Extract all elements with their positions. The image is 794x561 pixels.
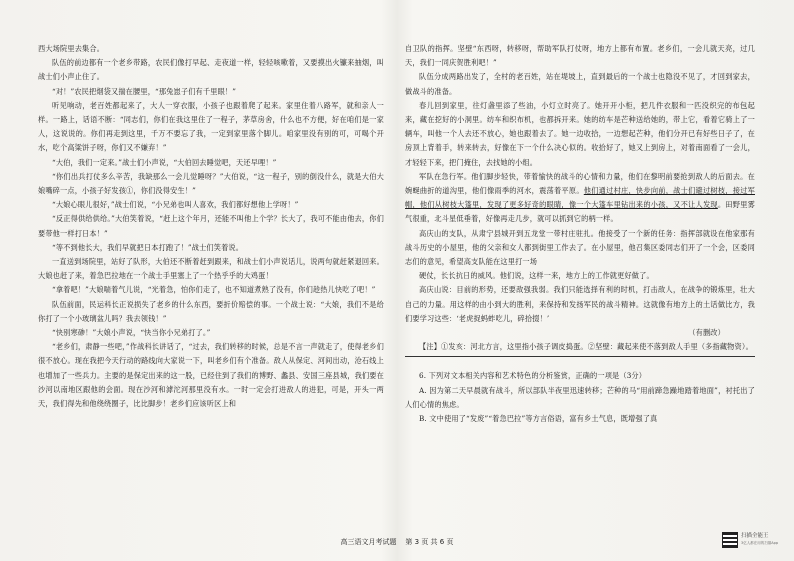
paragraph-text: “拿着吧！”大娘喘着气儿说，“光着急，怕你们走了，也不知道煮熟了没有，你们趁热儿快吃了吧！” bbox=[52, 285, 376, 295]
paragraph bbox=[38, 283, 384, 297]
paragraph bbox=[405, 70, 755, 98]
paragraph-text: 队伍前面，民运科长正说损失了老乡的什么东西，要折价赔偿的事。一个战士说：“大娘，我们不是给你打了一个小玻璃盆儿吗？我去领钱！” bbox=[38, 299, 384, 323]
paragraph bbox=[38, 56, 384, 84]
footnote-box bbox=[405, 340, 755, 357]
scanner-sublabel: 3亿人都在用的扫描App bbox=[741, 541, 779, 545]
paragraph bbox=[38, 298, 384, 326]
footnote-text: 【注】①发亥：河北方言，这里指小孩子调皮捣蛋。②坚壁：藏起来使不落到敌人手里（多指藏物资）。 bbox=[419, 342, 753, 352]
paragraph bbox=[38, 99, 384, 156]
paragraph bbox=[38, 340, 384, 411]
paragraph-text: “反正得供给供给。”大伯笑着说，“赶上这个年月，还能不叫他上个学？长大了，我可不能由他去，你们要带他一样打日本！” bbox=[38, 214, 384, 238]
paragraph-text: 西大场院里去集合。 bbox=[38, 44, 105, 53]
right-column bbox=[405, 42, 755, 426]
paragraph bbox=[38, 198, 384, 212]
paragraph-text: 军队在急行军。他们脚步轻快，带着愉快的战斗的心情和力量，他们在黎明前要抢到敌人的后面去。在婉蜒曲折的道沟里，他们像雨季的河水，震荡着平原。 bbox=[405, 171, 755, 196]
paragraph-text: 队伍的前边都有一个老乡带路，农民们像打早起、走夜道一样，轻轻咳嗽着，又要摸出火镰来抽烟，叫战士们小声止住了。 bbox=[38, 58, 384, 82]
paragraph bbox=[38, 212, 384, 240]
paragraph bbox=[405, 170, 755, 227]
paragraph-text: “等不到他长大，我们早就把日本打跑了！”战士们笑着说。 bbox=[52, 242, 244, 252]
paragraph bbox=[405, 269, 755, 283]
paragraph-text: 春儿回到家里，往灯盏里添了些油，小灯立时亮了。她开开小柜，把几件衣服和一匹没织完的布包起来，藏在挖好的小洞里。纺车和织布机，也都拆开来。她的纺车是芒种送给她的，带上它，看着它骑上了一辆车，叫他一个人去还不放心，她也跟着去了。她一边收拾，一边想起芒种，他们分开已有好些日子了，在房顶上背着手，转来转去，好像在下一个什么决心似的。收拾好了，她又上到房上，对着南面看了一会儿，才轻轻下来，把门掩住，去找她的小组。 bbox=[405, 100, 755, 167]
paragraph-text: 高庆山说：目前的形势，还要敌强我弱。我们只能选择有利的时机，打击敌人，在战争的锻炼里，壮大自己的力量。用这样的由小到大的胜利，来保持和发扬军民的战斗精神。这就像有地方上的土话做比方，我们要学习这些：‘老虎捉蚂蚱吃儿，碎拾掇！’ bbox=[405, 285, 755, 323]
question-6-stem: 6. 下列对文本相关内容和艺术特色的分析鉴赏，正确的一项是（3分） bbox=[419, 371, 647, 381]
paragraph bbox=[405, 99, 755, 170]
paragraph-text: 高庆山的支队，从肃宁县城开到五龙堂一带村庄驻扎。他接受了一个新的任务：指挥部就设在他家那有战斗历史的小屋里，他的父亲和女人都到街里工作去了。在小屋里，他召集区委同志们开了一个会，区委同志们的意见，希望高支队能在这里打一场 bbox=[405, 228, 755, 267]
paragraph bbox=[38, 255, 384, 283]
scanner-watermark bbox=[722, 530, 780, 550]
page-footer bbox=[0, 537, 794, 547]
paragraph-text: “快别寒碜！”大娘小声说，“快当你小兄弟打了。” bbox=[52, 328, 211, 338]
paragraph-text: 自卫队的指挥。坚壁“东西呀，转移呀，帮助军队打仗呀，地方上都有布置。老乡们，一会儿就天亮，过几天，我们一同庆贺胜利吧！” bbox=[405, 44, 755, 68]
paragraph bbox=[38, 85, 384, 99]
qr-code-icon bbox=[722, 532, 738, 548]
question-6-option-a: A. 因为第二天早晨就有战斗，所以部队半夜里迅速转移；芒种的马“用前蹄急躁地踏着地面”，衬托出了人们心情的焦虑。 bbox=[405, 385, 755, 409]
paragraph-text: “大娘心眼儿很好，”战士们说，“小兄弟也叫人喜欢，我们都好想他上学呀！” bbox=[52, 200, 299, 210]
paragraph bbox=[405, 283, 755, 326]
paragraph-text: 听见响动，老百姓都起来了，大人一穿衣服，小孩子也跟着爬了起来。家里住着八路军，就和亲人一样。一路上，话语不断：“同志们，你们在我这里住了一程子，茅草房舍，什么也不方便，好在咱们是一家人，这说说的。你们再走到这里，千万不要忘了我，一定到家里落个脚儿。咱家里没有别的可，可喝个开水，吃个高粱饼子呀，你们又不嫌弃！” bbox=[38, 100, 384, 153]
left-column bbox=[38, 42, 384, 411]
paragraph-text: “大伯，我们一定来。”战士们小声说，“大伯回去睡觉吧，天还早哩！” bbox=[52, 157, 277, 167]
exam-name: 高三语文月考试题 bbox=[340, 538, 397, 546]
paragraph-text-continued: 。田野里雾气很重，北斗星低垂着，好像再走几步，就可以抓到它的柄一样。 bbox=[405, 200, 755, 224]
underlined-passage: 他们通过村庄，快步向前，战士们避过树枝，接过军帽，他们从树枝大篷里，发现了更多好奇的眼睛，像一个大篷车里钻出来的小孩，又不让人发现 bbox=[405, 186, 755, 210]
scanner-label: 扫描全能王 bbox=[741, 533, 769, 539]
source-attribution: （有删改） bbox=[688, 328, 725, 338]
paragraph bbox=[38, 42, 384, 56]
paragraph-text: 硬仗，长长抗日的威风。他们说，这样一来，地方上的工作就更好做了。 bbox=[419, 271, 654, 281]
question-6-option-b: B. 文中使用了“发废”“着急巴拉”等方言俗语，富有乡土气息，既增强了真 bbox=[419, 414, 658, 424]
paragraph bbox=[38, 170, 384, 198]
paragraph-text: 队伍分成两路出发了，全村的老百姓，站在堤坡上，直到最后的一个战士也隐没不见了，才回到家去，做战斗的准备。 bbox=[405, 72, 755, 96]
paragraph-text: “老乡们，肃静一些吧，”作战科长讲话了，“过去，我们转移的时候，总是不言一声就走了，使得老乡们很不放心。现在我把今天行动的路线向大家说一下，叫老乡们有个准备。敌人从保定、河间出动，沧石线上也增加了一些兵力。主要的是保定出来的这一股，已经住到了我们的博野、蠡县、安国三座县城，我们要在沙河以南地区跟他的会面。现在沙河和滹沱河那里没有水。一时一定会打进敌人的进犯，可是，开头一两天，我们得先和他绕绕圈子，比比脚步！老乡们应该听区上和 bbox=[38, 342, 384, 409]
paragraph bbox=[38, 156, 384, 170]
paragraph-text: “对！”农民把烟袋又揣在腰里，“那兔崽子们有千里眼！” bbox=[52, 86, 237, 96]
paragraph bbox=[38, 241, 384, 255]
paragraph bbox=[405, 42, 755, 70]
paragraph bbox=[405, 227, 755, 270]
paragraph bbox=[38, 326, 384, 340]
page-number: 第 3 页 共 6 页 bbox=[405, 538, 454, 546]
paragraph-text: “你们出兵打仗多么辛苦，我缺那么一会儿觉睡呀？”大伯说，“这一程子，别的倒没什么，就是大伯大娘嘴碎一点，小孩子好发孩①，你们没得安生！” bbox=[38, 171, 384, 196]
paragraph-text: 一直送到场院里，站好了队形，大伯还不断着赶到跟来，和战士们小声说话儿，说两句就赶紧退回来。大娘也赶了来，着急巴拉地在一个战士手里塞上了一个热乎乎的大鸡蛋！ bbox=[38, 257, 384, 281]
